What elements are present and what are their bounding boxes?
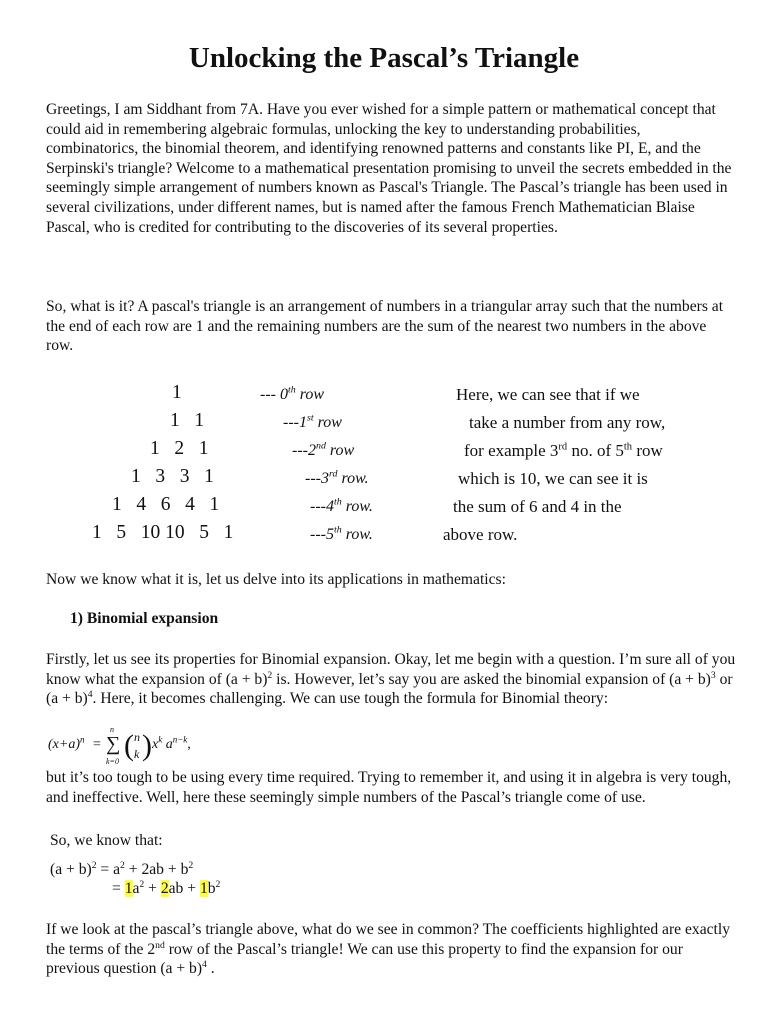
triangle-row-1: 1 1 <box>170 410 205 431</box>
sum-lower-limit: k=0 <box>106 757 119 766</box>
row-label-2: ---2nd row <box>292 440 355 459</box>
sigma-symbol: ∑ <box>106 733 121 755</box>
row-label-3: ---3rd row. <box>305 468 369 487</box>
formula-lhs: $(x+a)^n$ <box>48 734 85 752</box>
binom-close-paren: ) <box>142 729 152 762</box>
row-label-0: --- 0th row <box>260 384 325 403</box>
applications-intro: Now we know what it is, let us delve into its applications in mathematics: <box>46 571 506 588</box>
binomial-paragraph: Firstly, let us see its properties for Binomial expansion. Okay, let me begin with a question. I’m sure all of you know what the expansion of $(a + b)^2$ is. However, let’s say you are asked the binomial expansion of $(a + b)^3$ or $(a + b)^4$. Here, it becomes challenging. We can use tough the formula for Binomial theory: <box>46 651 736 708</box>
row-label-4: ---4th row. <box>310 496 373 515</box>
note-line-5: the sum of 6 and 4 in the <box>453 497 622 516</box>
after-formula-paragraph: but it’s too tough to be using every time required. Trying to remember it, and using it in algebra is very tough, and ineffective. Well, here these seemingly simple numbers of the Pascal’s triangle come of use. <box>46 769 732 806</box>
note-line-6: above row. <box>443 525 518 544</box>
row-label-5: ---5th row. <box>310 524 373 543</box>
formula-equals: = <box>93 737 101 752</box>
expansion-line-2: = $1a^2 + 2ab + 1b^2$ <box>112 878 221 897</box>
highlight-coef-3: 1 <box>199 880 208 897</box>
final-paragraph: If we look at the pascal’s triangle above, what do we see in common? The coefficients highlighted are exactly the terms of the 2nd row of the Pascal’s triangle! We can use this property to find the expansion for our previous question $(a + b)^4$ . <box>46 921 731 978</box>
section-heading-binomial: 1) Binomial expansion <box>70 610 219 627</box>
binomial-formula <box>48 725 248 768</box>
note-line-4: which is 10, we can see it is <box>458 469 648 488</box>
so-we-know: So, we know that: <box>50 832 163 849</box>
row-label-1: ---1st row <box>283 412 342 431</box>
note-line-1: Here, we can see that if we <box>456 385 640 404</box>
note-line-2: take a number from any row, <box>469 413 666 432</box>
triangle-row-3: 1 3 3 1 <box>131 466 214 487</box>
note-line-3: for example 3rd no. of 5th row <box>464 441 663 460</box>
sum-upper-limit: n <box>110 725 114 734</box>
binom-open-paren: ( <box>124 729 134 762</box>
formula-terms: $x^k$ $a^{n-k}$, <box>152 734 191 752</box>
binom-bottom: k <box>134 747 140 761</box>
triangle-row-0: 1 <box>172 382 182 403</box>
highlight-coef-1: 1 <box>124 880 133 897</box>
highlight-coef-2: 2 <box>160 880 169 897</box>
binom-top: n <box>134 730 140 744</box>
triangle-row-2: 1 2 1 <box>150 438 209 459</box>
definition-paragraph: So, what is it? A pascal's triangle is an arrangement of numbers in a triangular array such that the numbers at the end of each row are 1 and the remaining numbers are the sum of the nearest two numbers in the above row. <box>46 298 724 355</box>
intro-paragraph: Greetings, I am Siddhant from 7A. Have you ever wished for a simple pattern or mathematical concept that could aid in remembering algebraic formulas, unlocking the key to understanding probabilities, combinatorics, the binomial theorem, and identifying renowned patterns and constants like PI, E, and the Serpinski's triangle? Welcome to a mathematical presentation promising to unveil the secrets embedded in the seemingly simple arrangement of numbers known as Pascal's Triangle. The Pascal’s triangle has been used in several civilizations, under different names, but is named after the famous French Mathematician Blaise Pascal, who is credited for contributing to the discoveries of its several properties. <box>46 101 732 236</box>
expansion-line-1: $(a + b)^2 = a^2 + 2ab + b^2$ <box>50 859 194 878</box>
triangle-row-5: 1 5 10 10 5 1 <box>92 522 234 543</box>
triangle-row-4: 1 4 6 4 1 <box>112 494 220 515</box>
page-title: Unlocking the Pascal’s Triangle <box>188 42 580 74</box>
